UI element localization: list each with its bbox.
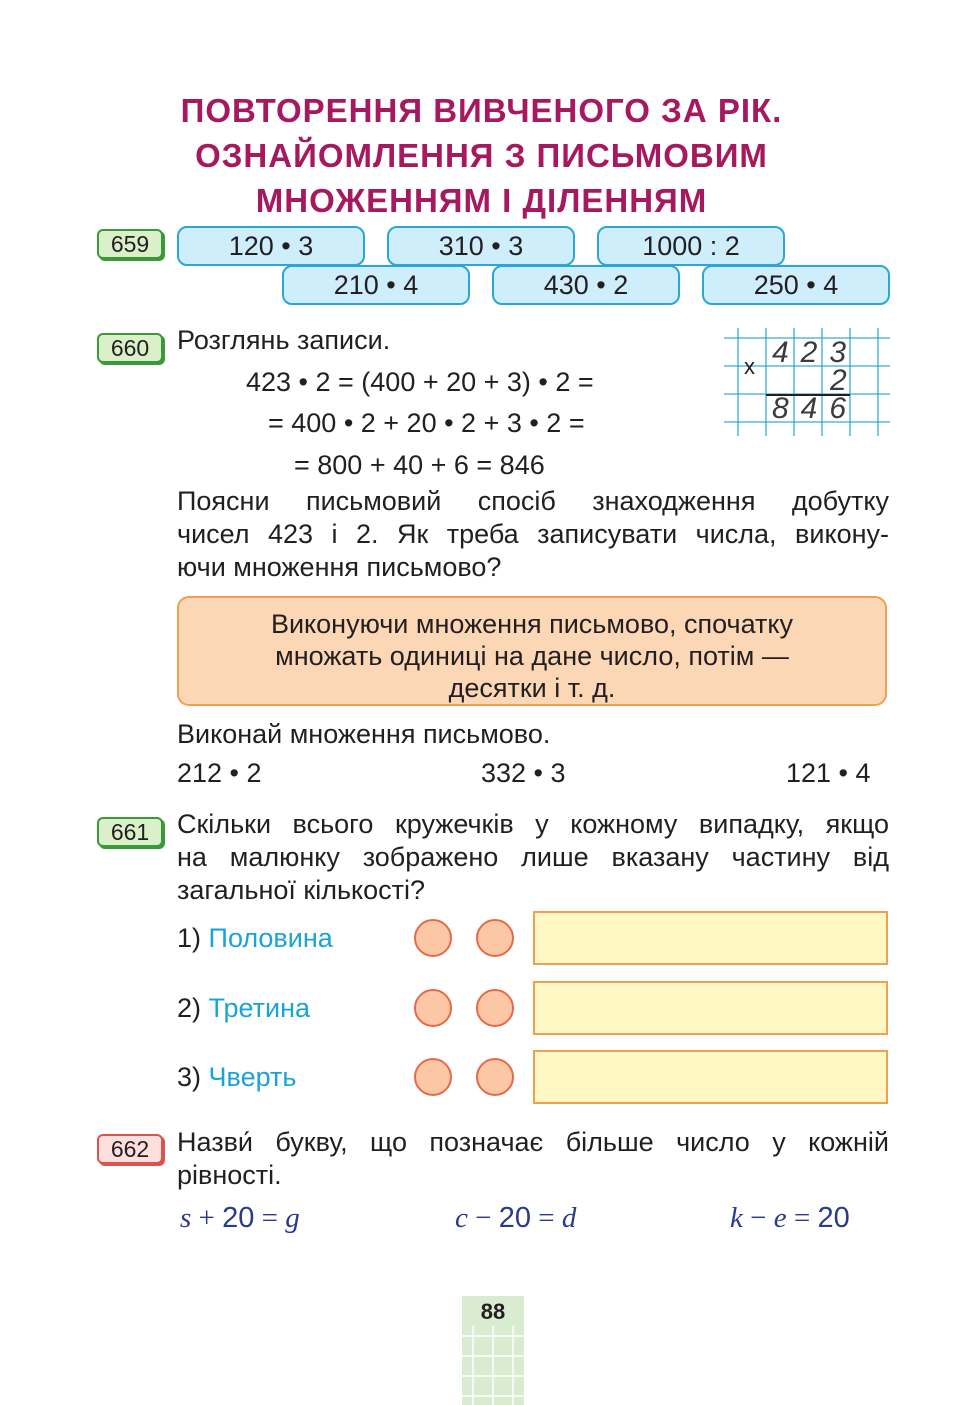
text-line: на малюнку зображено лише вказану частину від xyxy=(177,842,889,872)
task-number-661: 661 xyxy=(97,817,163,847)
task-number-659: 659 xyxy=(97,229,163,259)
question-line: чисел 423 і 2. Як треба записувати числа, викону- xyxy=(177,519,889,549)
equation-1: s + 20 = g xyxy=(180,1202,300,1234)
rule-line: Виконуючи множення письмово, спочатку xyxy=(270,609,794,639)
circle xyxy=(476,989,514,1027)
title-line-1: ПОВТОРЕННЯ ВИВЧЕНОГО ЗА РІК. xyxy=(180,92,783,129)
text-line: загальної кількості? xyxy=(177,875,426,905)
task-660-question xyxy=(177,485,889,584)
question-line: ючи множення письмово? xyxy=(177,552,502,582)
calculation-line-1: 423 • 2 = (400 + 20 + 3) • 2 = xyxy=(246,367,594,397)
calculation-line-3: = 800 + 40 + 6 = 846 xyxy=(294,450,545,480)
eq-var: s xyxy=(180,1202,192,1234)
circle xyxy=(476,919,514,957)
exercise-instruction: Виконай множення письмово. xyxy=(177,719,551,749)
expression-pill: 430 • 2 xyxy=(492,265,680,305)
item-index: 3) xyxy=(177,1062,202,1092)
expression-pill: 1000 : 2 xyxy=(597,226,785,266)
answer-box[interactable] xyxy=(533,1050,888,1104)
task-number-662: 662 xyxy=(97,1134,163,1164)
fraction-item xyxy=(177,992,310,1025)
task-number-660: 660 xyxy=(97,333,163,363)
rule-line: десятки і т. д. xyxy=(448,673,616,703)
expression-pill: 210 • 4 xyxy=(282,265,470,305)
page-number: 88 xyxy=(480,1299,506,1324)
eq-var: e xyxy=(773,1202,787,1234)
eq-var: g xyxy=(285,1202,300,1234)
item-index: 2) xyxy=(177,993,202,1023)
column-result: 846 xyxy=(772,392,859,425)
fraction-label: Половина xyxy=(208,923,333,953)
eq-var: d xyxy=(561,1202,577,1234)
item-index: 1) xyxy=(177,923,202,953)
rule-box xyxy=(177,596,887,706)
eq-num: 20 xyxy=(222,1202,255,1234)
calculation-line-2: = 400 • 2 + 20 • 2 + 3 • 2 = xyxy=(268,408,585,438)
eq-num: 20 xyxy=(817,1202,850,1234)
multiply-sign: x xyxy=(744,354,755,379)
text-line: Скільки всього кружечків у кожному випадку, якщо xyxy=(177,809,889,839)
eq-var: k xyxy=(730,1202,743,1234)
column-multiplier: 2 xyxy=(830,364,847,397)
column-top-number: 423 xyxy=(772,336,859,369)
title-line-2: ОЗНАЙОМЛЕННЯ З ПИСЬМОВИМ xyxy=(195,137,768,174)
circle xyxy=(476,1058,514,1096)
page-title xyxy=(0,88,963,223)
circle xyxy=(414,989,452,1027)
task-662-text xyxy=(177,1126,889,1192)
eq-op: + xyxy=(198,1202,215,1234)
page-grid xyxy=(462,1326,524,1405)
text-line: рівності. xyxy=(177,1160,282,1190)
fraction-item xyxy=(177,1061,296,1094)
title-line-3: МНОЖЕННЯМ І ДІЛЕННЯМ xyxy=(255,182,708,219)
equation-2: c − 20 = d xyxy=(455,1202,577,1234)
fraction-label: Чверть xyxy=(208,1062,297,1092)
exercise-example: 212 • 2 xyxy=(177,758,262,788)
circle xyxy=(414,1058,452,1096)
fraction-label: Третина xyxy=(208,993,311,1023)
page-number-box xyxy=(462,1296,524,1405)
eq-var: c xyxy=(455,1202,468,1234)
expression-pill: 310 • 3 xyxy=(387,226,575,266)
circle xyxy=(414,919,452,957)
column-multiplication xyxy=(724,328,890,436)
task-660-intro: Розглянь записи. xyxy=(177,325,391,355)
text-line: Назви́ букву, що позначає більше число у кожній xyxy=(177,1127,889,1157)
task-661-text xyxy=(177,808,889,907)
expression-pill: 120 • 3 xyxy=(177,226,365,266)
eq-op: − xyxy=(475,1202,492,1234)
answer-box[interactable] xyxy=(533,981,888,1035)
eq-num: 20 xyxy=(498,1202,531,1234)
answer-box[interactable] xyxy=(533,911,888,965)
exercise-example: 121 • 4 xyxy=(786,758,871,788)
exercise-example: 332 • 3 xyxy=(481,758,566,788)
eq-op: − xyxy=(750,1202,767,1234)
question-line: Поясни письмовий спосіб знаходження добутку xyxy=(177,486,889,516)
rule-line: множать одиниці на дане число, потім — xyxy=(275,641,789,671)
fraction-item xyxy=(177,922,333,955)
equation-3: k − e = 20 xyxy=(730,1202,850,1234)
expression-pill: 250 • 4 xyxy=(702,265,890,305)
